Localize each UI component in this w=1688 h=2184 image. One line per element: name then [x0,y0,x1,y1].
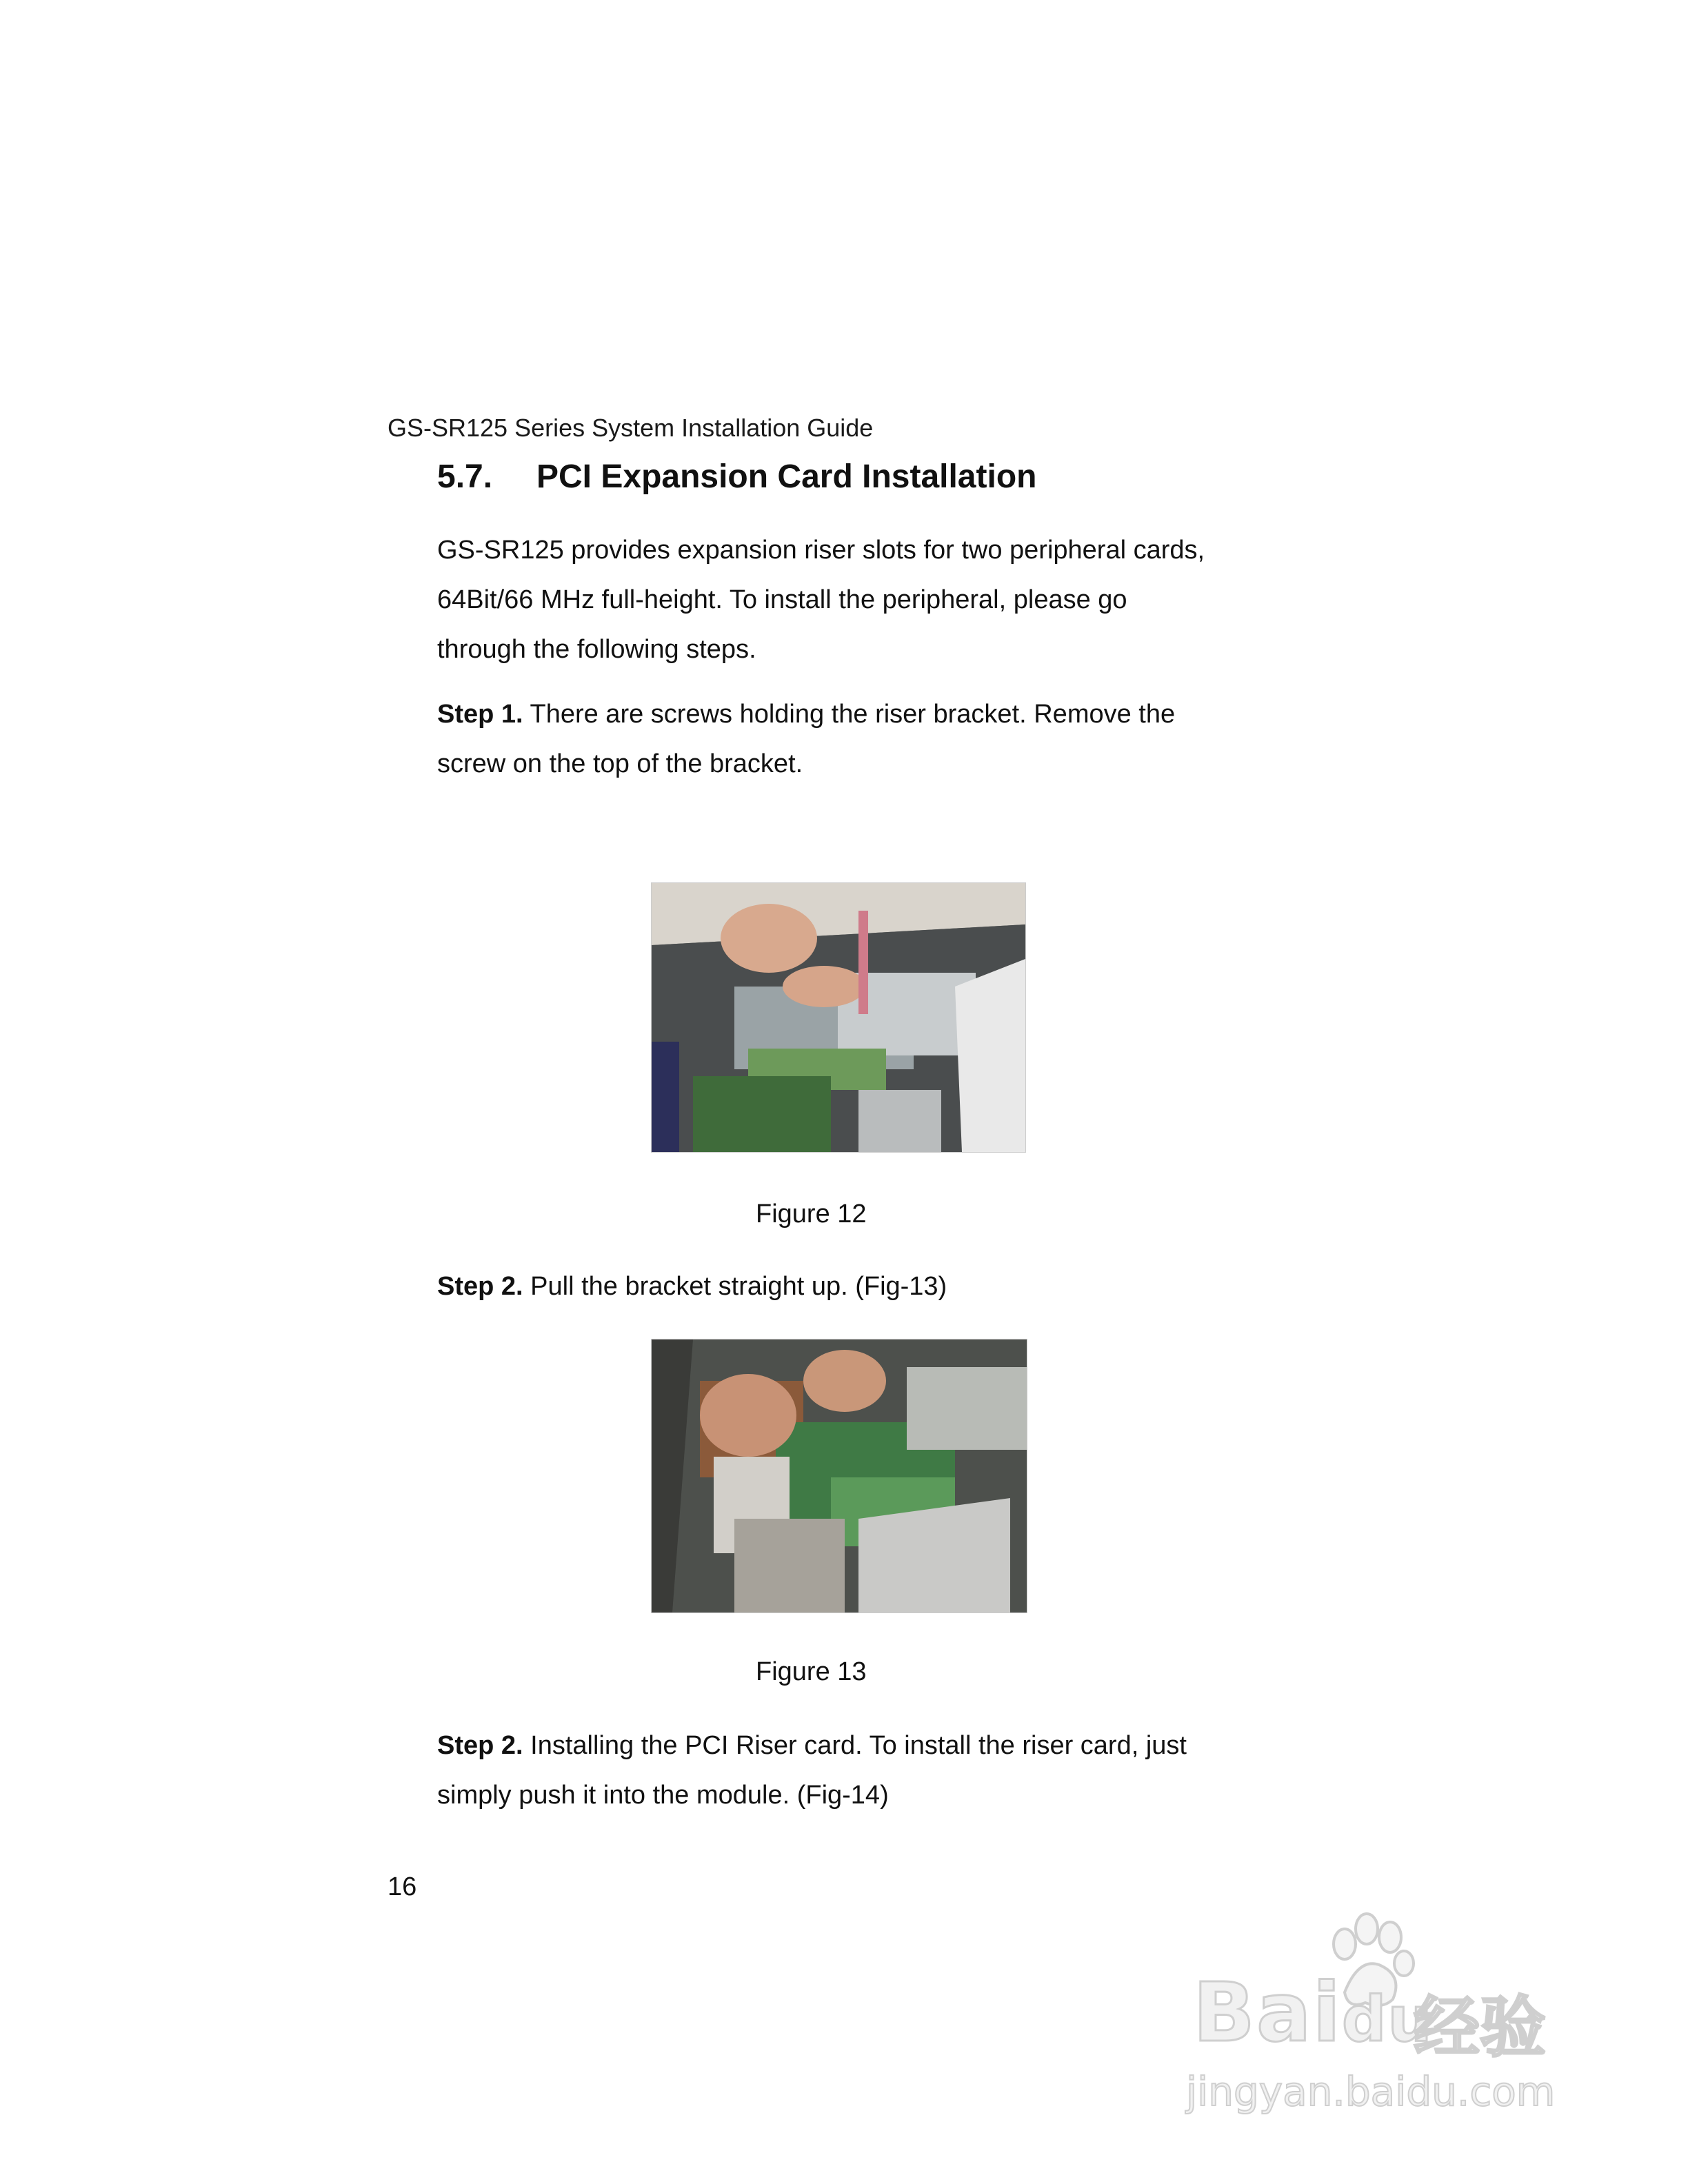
watermark-url: jingyan.baidu.com [1186,2068,1556,2115]
section-heading [437,458,1036,496]
step-2-label: Step 2. [437,1272,523,1301]
watermark-brand: Baidu [1193,1965,1434,2060]
intro-line: GS-SR125 provides expansion riser slots for two peripheral cards, [437,536,1205,565]
intro-line: through the following steps. [437,635,756,664]
step-1-text-cont: screw on the top of the bracket. [437,749,803,778]
step-2-text: Pull the bracket straight up. (Fig-13) [523,1272,947,1301]
figure-13-caption: Figure 13 [756,1657,867,1686]
intro-line: 64Bit/66 MHz full-height. To install the peripheral, please go [437,585,1127,614]
step-2b-text-cont: simply push it into the module. (Fig-14) [437,1781,889,1810]
step-2-paragraph [437,1262,1265,1311]
step-1-label: Step 1. [437,700,523,729]
watermark-cn: 经验 [1414,1989,1546,2066]
figure-12-caption: Figure 12 [756,1200,867,1228]
section-number: 5.7. [437,458,493,495]
document-header: GS-SR125 Series System Installation Guide [388,414,874,442]
step-2b-label: Step 2. [437,1731,523,1760]
figure-13-photo [651,1339,1027,1613]
intro-paragraph [437,525,1265,674]
step-1-text: There are screws holding the riser bracket. Remove the [523,700,1176,729]
step-2b-text: Installing the PCI Riser card. To install the riser card, just [523,1731,1187,1760]
step-1-paragraph [437,689,1265,789]
section-title: PCI Expansion Card Installation [536,458,1037,495]
step-2b-paragraph [437,1721,1265,1820]
baidu-watermark [1186,1910,1572,2116]
page-number: 16 [388,1872,417,1901]
figure-12-photo [651,882,1026,1153]
